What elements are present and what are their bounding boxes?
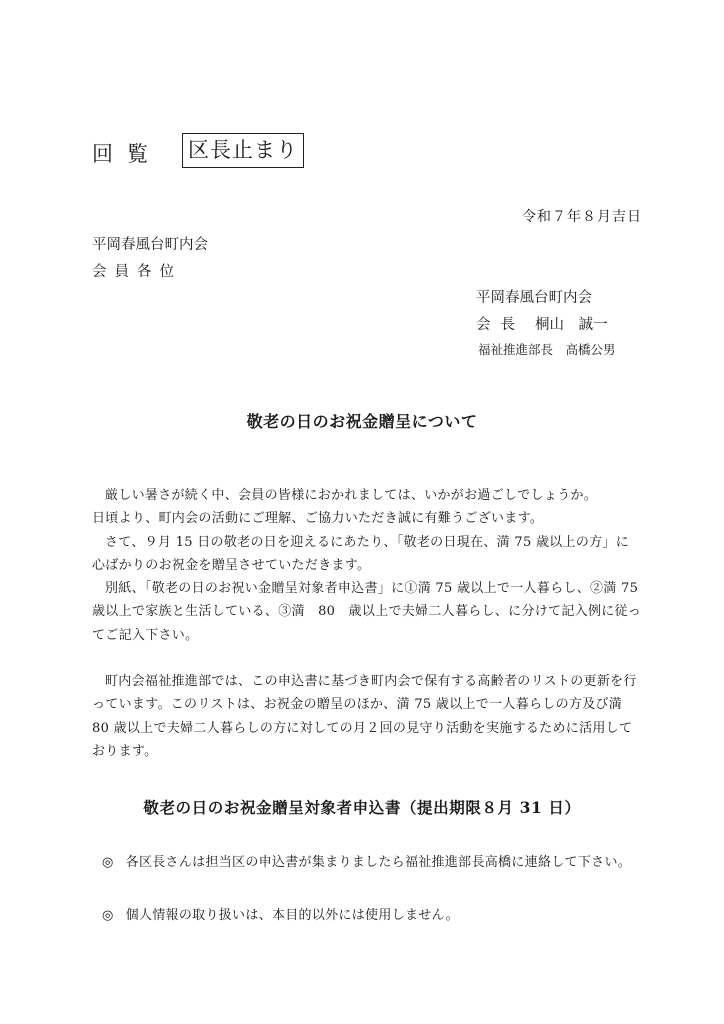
body-text: [92, 484, 642, 763]
note-item: [102, 904, 459, 923]
body-paragraph-4: 別紙、「敬老の日のお祝い金贈呈対象者申込書」に①満 75 歳以上で一人暮らし、②満 75 歳以上で家族と生活している、③満 80 歳以上で夫婦二人暮らし、に分けて記入例に従ってご記入下さい。: [92, 581, 642, 643]
recipient-members: 会員各位: [92, 264, 182, 280]
paragraph-spacer: [92, 647, 642, 670]
body-paragraph-2: 日頃より、町内会の活動にご理解、ご協力いただき誠に有難うございます。: [92, 511, 544, 527]
note-item: [102, 851, 631, 870]
sender-chair-name: 桐山 誠一: [535, 317, 608, 333]
body-paragraph-3: さて、９月 15 日の敬老の日を迎えるにあたり、「敬老の日現在、満 75 歳以上の方」に心ばかりのお祝金を贈呈させていただきます。: [92, 534, 630, 573]
sender-org: 平岡春風台町内会: [476, 290, 592, 306]
sender-chair: [476, 313, 608, 334]
application-form-title: 敬老の日のお祝金贈呈対象者申込書（提出期限８月 31 日）: [143, 798, 581, 817]
sender-chair-role: 会長: [476, 317, 525, 333]
note-text: 各区長さんは担当区の申込書が集まりましたら福祉推進部長高橋に連絡して下さい。: [125, 855, 632, 870]
issue-date: 令和７年８月吉日: [522, 209, 642, 225]
sender-welfare-head: 福祉推進部長 高橋公男: [478, 342, 616, 357]
body-paragraph-1: 厳しい暑さが続く中、会員の皆様におかれましては、いかがお過ごしでしょうか。: [105, 488, 598, 503]
recipient-org: 平岡春風台町内会: [92, 237, 208, 253]
double-circle-bullet-icon: ◎: [102, 908, 114, 923]
document-title: 敬老の日のお祝金贈呈について: [246, 412, 478, 431]
circulation-label: 回覧: [92, 142, 162, 166]
note-text: 個人情報の取り扱いは、本目的以外には使用しません。: [125, 908, 459, 923]
double-circle-bullet-icon: ◎: [102, 855, 114, 870]
body-paragraph-5: 町内会福祉推進部では、この申込書に基づき町内会で保有する高齢者のリストの更新を行っています。このリストは、お祝金の贈呈のほか、満 75 歳以上で一人暮らしの方及び満 80 歳以上で夫婦二人暮らしの方に対しての月２回の見守り活動を実施するために活用しております。: [92, 674, 637, 759]
stop-at-ward-chief-box: 区長止まり: [182, 133, 304, 168]
